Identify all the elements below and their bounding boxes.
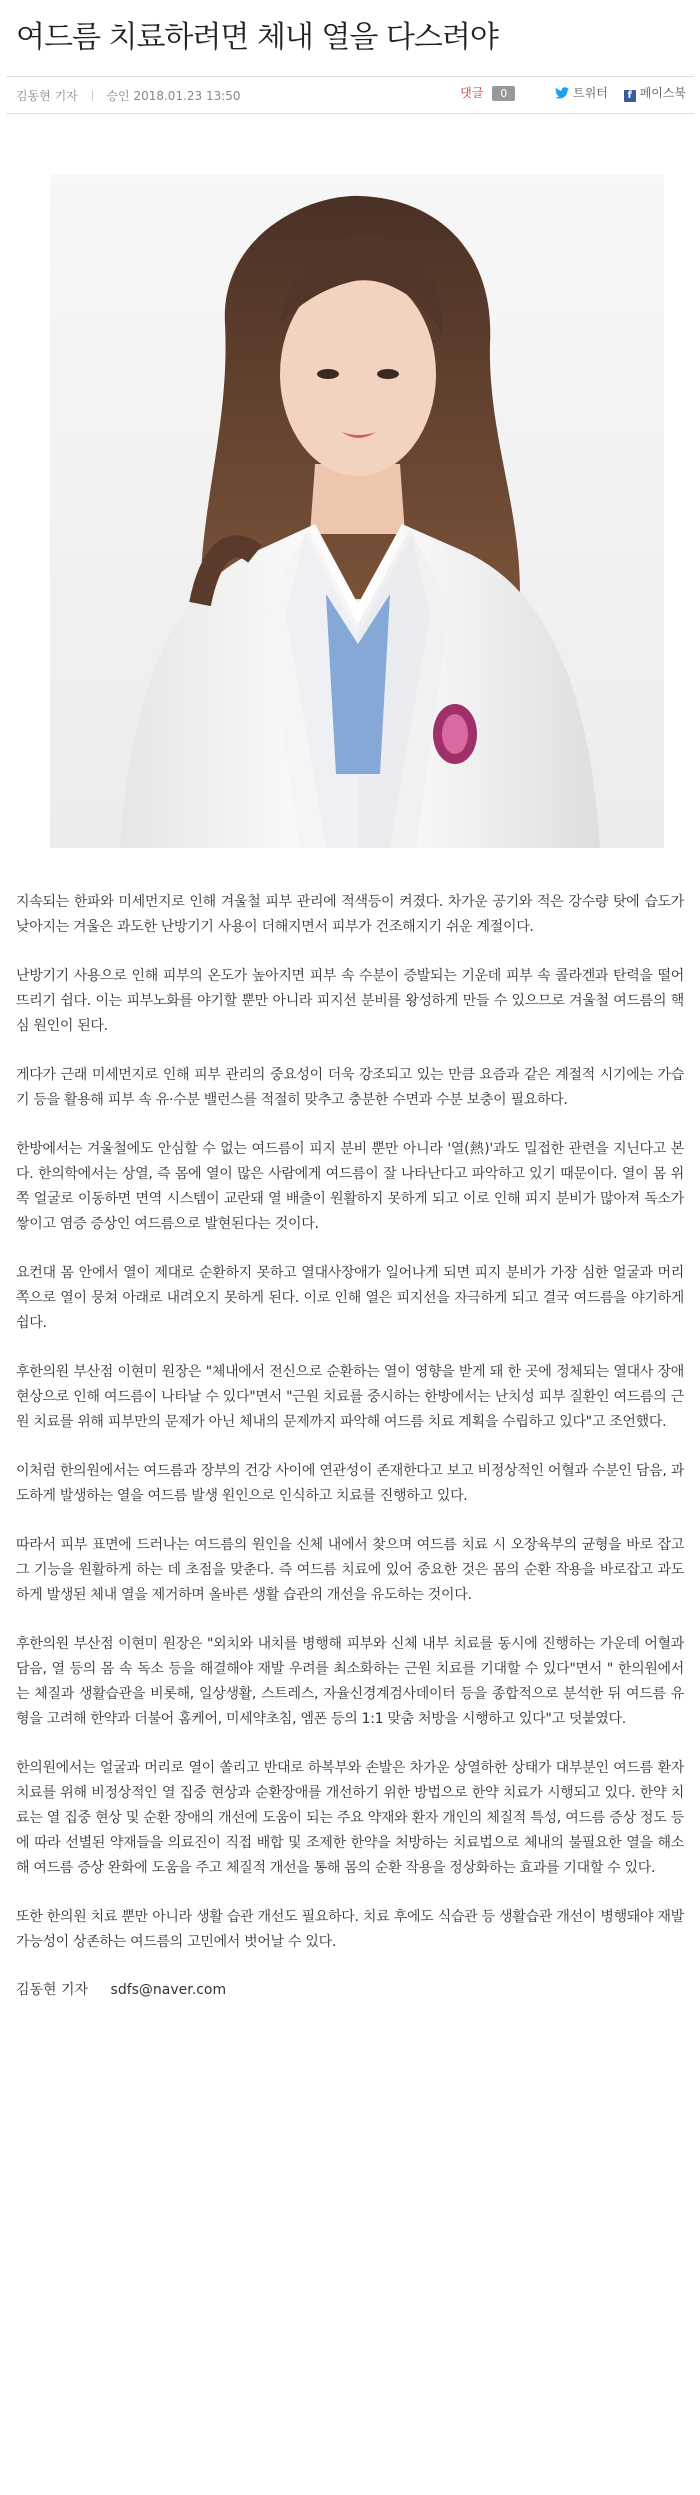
article-paragraph: 게다가 근래 미세먼지로 인해 피부 관리의 중요성이 더욱 강조되고 있는 만큼 요즘과 같은 계절적 시기에는 가습기 등을 활용해 피부 속 유·수분 밸런스를 적절히 맞추고 충분한 수면과 수분 보충이 필요하다. (16, 1067, 684, 1108)
article-meta-bar (6, 76, 694, 114)
facebook-f-icon: f (624, 90, 636, 102)
share-facebook-label: 페이스북 (639, 86, 686, 100)
article-title: 여드름 치료하려면 체내 열을 다스려야 (16, 20, 498, 55)
share-twitter-label: 트위터 (573, 86, 608, 100)
share-facebook-button[interactable] (624, 84, 686, 102)
author-name: 김동현 기자 (16, 89, 78, 103)
article-paragraph: 한방에서는 겨울철에도 안심할 수 없는 여드름이 피지 분비 뿐만 아니라 '열(熱)'과도 밀접한 관련을 지닌다고 본다. 한의학에서는 상열, 즉 몸에 열이 많은 사람에게 여드름이 잘 나타난다고 파악하고 있기 때문이다. 열이 몸 위쪽 얼굴로 이동하면 면역 시스템이 교란돼 열 배출이 원활하지 못하게 되고 이로 인해 피지 분비가 많아져 독소가 쌓이고 염증 증상인 여드름으로 발현된다는 것이다. (16, 1141, 684, 1232)
article-body (6, 890, 694, 1955)
article-paragraph: 한의원에서는 얼굴과 머리로 열이 쏠리고 반대로 하복부와 손발은 차가운 상열하한 상태가 대부분인 여드름 환자 치료를 위해 비정상적인 열 집중 현상과 순환장애를 개선하기 위한 방법으로 한약 치료가 시행되고 있다. 한약 치료는 열 집중 현상 및 순환 장애의 개선에 도움이 되는 주요 약재와 환자 개인의 체질적 특성, 여드름 증상 정도 등에 따라 선별된 약재들을 의료진이 직접 배합 및 조제한 한약을 처방하는 치료법으로 체내의 불필요한 열을 해소해 여드름 증상 완화에 도움을 주고 체질적 개선을 통해 몸의 순환 작용을 정상화하는 효과를 기대할 수 있다. (16, 1760, 684, 1876)
approved-datetime: 2018.01.23 13:50 (133, 89, 241, 103)
twitter-bird-icon (555, 87, 569, 99)
article-paragraph: 후한의원 부산점 이현미 원장은 "체내에서 전신으로 순환하는 열이 영향을 받게 돼 한 곳에 정체되는 열대사 장애 현상으로 인해 여드름이 나타날 수 있다"면서 "근원 치료를 중시하는 한방에서는 난치성 피부 질환인 여드름의 근원 치료를 위해 피부만의 문제가 아닌 체내의 문제까지 파악해 여드름 치료 계획을 수립하고 있다"고 조언했다. (16, 1364, 684, 1430)
article-meta-right (460, 84, 686, 102)
meta-divider (92, 90, 93, 101)
article-paragraph: 난방기기 사용으로 인해 피부의 온도가 높아지면 피부 속 수분이 증발되는 기운데 피부 속 콜라겐과 탄력을 떨어뜨리기 쉽다. 이는 피부노화를 야기할 뿐만 아니라 피지선 분비를 왕성하게 만들 수 있으므로 겨울철 여드름의 핵심 원인이 된다. (16, 968, 684, 1034)
article-paragraph: 이처럼 한의원에서는 여드름과 장부의 건강 사이에 연관성이 존재한다고 보고 비정상적인 어혈과 수분인 담음, 과도하게 발생하는 열을 여드름 발생 원인으로 인식하고 치료를 진행하고 있다. (16, 1463, 684, 1504)
article-paragraph: 후한의원 부산점 이현미 원장은 "외치와 내치를 병행해 피부와 신체 내부 치료를 동시에 진행하는 가운데 어혈과 담음, 열 등의 몸 속 독소 등을 해결해야 재발 우려를 최소화하는 근원 치료를 기대할 수 있다"면서 " 한의원에서는 체질과 생활습관을 비롯해, 일상생활, 스트레스, 자율신경계검사데이터 등을 종합적으로 분석한 뒤 여드름 유형을 고려해 한약과 더불어 홈케어, 미세약초침, 엠폰 등의 1:1 맞춤 처방을 시행하고 있다"고 덧붙였다. (16, 1636, 684, 1727)
approved-label: 승인 (106, 89, 130, 103)
article-paragraph: 따라서 피부 표면에 드러나는 여드름의 원인을 신체 내에서 찾으며 여드름 치료 시 오장육부의 균형을 바로 잡고 그 기능을 원활하게 하는 데 초점을 맞춘다. 즉 여드름 치료에 있어 중요한 것은 몸의 순환 작용을 바로잡고 과도하게 발생된 체내 열을 제거하며 올바른 생활 습관의 개선을 유도하는 것이다. (16, 1537, 684, 1603)
article-byline (16, 1979, 694, 1999)
article (6, 18, 694, 1999)
byline-email-link[interactable]: sdfs@naver.com (110, 1982, 227, 1998)
article-meta-left (16, 87, 241, 104)
byline-author: 김동현 기자 (16, 1982, 89, 1998)
article-paragraph: 요컨대 몸 안에서 열이 제대로 순환하지 못하고 열대사장애가 일어나게 되면 피지 분비가 가장 심한 얼굴과 머리 쪽으로 열이 뭉쳐 아래로 내려오지 못하게 된다. 이로 인해 열은 피지선을 자극하게 되고 결국 여드름을 야기하게 쉽다. (16, 1265, 684, 1331)
article-photo (50, 174, 664, 848)
comment-link[interactable]: 댓글 (460, 86, 484, 100)
article-paragraph: 지속되는 한파와 미세먼지로 인해 겨울철 피부 관리에 적색등이 켜졌다. 차가운 공기와 적은 강수량 탓에 습도가 낮아지는 겨울은 과도한 난방기기 사용이 더해지면서 피부가 건조해지기 쉬운 계절이다. (16, 894, 684, 935)
comment-count-badge[interactable]: 0 (492, 86, 515, 101)
article-paragraph: 또한 한의원 치료 뿐만 아니라 생활 습관 개선도 필요하다. 치료 후에도 식습관 등 생활습관 개선이 병행돼야 재발 가능성이 상존하는 여드름의 고민에서 벗어날 수 있다. (16, 1909, 684, 1950)
share-twitter-button[interactable] (555, 84, 608, 101)
